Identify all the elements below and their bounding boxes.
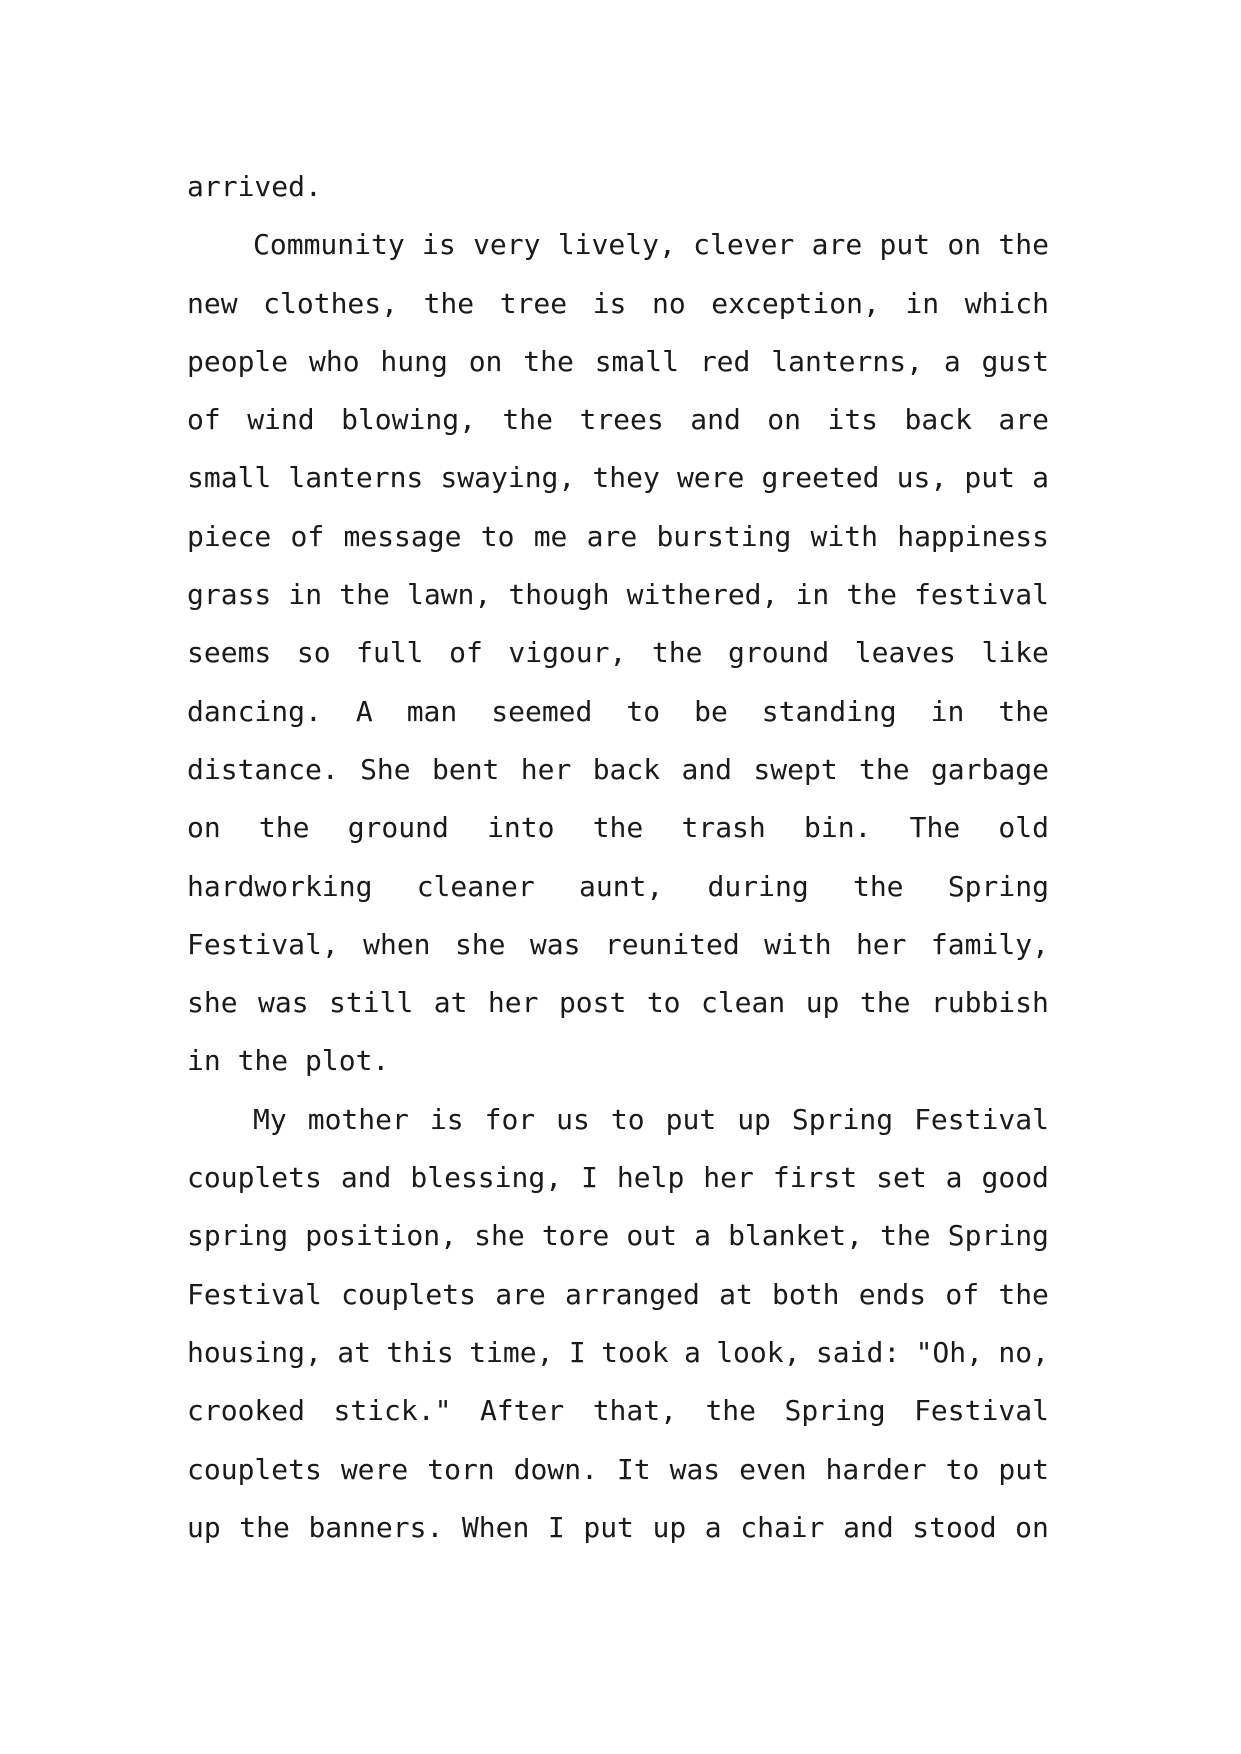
text-line — [187, 566, 1049, 624]
word: Spring — [947, 869, 1049, 903]
word: standing — [761, 694, 897, 728]
text-line — [187, 1441, 1049, 1499]
text-line — [187, 624, 1049, 682]
word: be — [694, 694, 728, 728]
word: when — [363, 927, 431, 961]
word: down. — [513, 1452, 598, 1486]
word: My — [253, 1102, 287, 1136]
word: withered, — [626, 578, 779, 612]
word: piece — [187, 519, 272, 553]
word: chair — [740, 1510, 825, 1544]
word: red — [699, 344, 751, 378]
word: a — [945, 1161, 963, 1195]
word: is — [422, 228, 456, 262]
word: family, — [930, 927, 1049, 961]
word: a — [1032, 461, 1049, 495]
word: cleaner — [416, 869, 535, 903]
word: trash — [681, 811, 766, 845]
word: said: — [815, 1335, 901, 1369]
word: her — [703, 1161, 754, 1195]
word: post — [558, 986, 627, 1020]
word: to — [480, 519, 515, 553]
word: she — [187, 986, 238, 1020]
text-line — [187, 974, 1049, 1032]
word: and — [843, 1510, 894, 1544]
word: is — [592, 286, 627, 320]
word: festival — [914, 578, 1049, 612]
word: a — [683, 1335, 701, 1369]
word: so — [296, 636, 331, 670]
word: and — [340, 1161, 392, 1195]
word: garbage — [930, 752, 1049, 786]
word: dancing. — [187, 694, 322, 728]
word: up — [187, 1510, 221, 1544]
word: couplets — [187, 1161, 322, 1195]
text-line — [187, 449, 1049, 507]
word: both — [772, 1277, 840, 1311]
body-text — [187, 158, 1049, 1557]
word: seems — [187, 636, 272, 670]
word: the — [651, 636, 703, 670]
word: the — [258, 811, 310, 845]
word: clean — [700, 986, 786, 1020]
word: that, — [592, 1394, 677, 1428]
word: bent — [431, 752, 500, 786]
word: position, — [305, 1219, 457, 1253]
word: tore — [541, 1219, 610, 1253]
word: people — [187, 344, 289, 378]
word: her — [520, 752, 572, 786]
word: were — [676, 461, 745, 495]
word: blowing, — [341, 403, 476, 437]
word: A — [355, 694, 373, 728]
word: greeted — [761, 461, 880, 495]
word: "Oh, — [915, 1335, 984, 1369]
word: lively, — [557, 228, 676, 262]
word: no, — [998, 1335, 1049, 1369]
word: spring — [187, 1219, 289, 1253]
word: Community — [253, 228, 405, 262]
word: up — [805, 986, 840, 1020]
text-line — [187, 391, 1049, 449]
word: Festival — [187, 1277, 322, 1311]
word: are — [811, 228, 863, 262]
word: first — [772, 1161, 858, 1195]
word: like — [981, 636, 1049, 670]
word: in — [905, 286, 940, 320]
word: though — [508, 578, 610, 612]
word: is — [429, 1102, 464, 1136]
word: vigour, — [508, 636, 627, 670]
word: very — [473, 228, 541, 262]
text-line — [187, 741, 1049, 799]
word: which — [964, 286, 1049, 320]
word: the — [705, 1394, 757, 1428]
word: to — [610, 1102, 645, 1136]
word: the — [423, 286, 475, 320]
word: at — [719, 1277, 753, 1311]
text-line — [187, 333, 1049, 391]
word: couplets — [341, 1277, 476, 1311]
word: this — [386, 1335, 454, 1369]
word: back — [592, 752, 661, 786]
word: banners. — [308, 1510, 444, 1544]
word: Spring — [791, 1102, 894, 1136]
text-line — [187, 799, 1049, 857]
word: the — [998, 694, 1049, 728]
word: were — [340, 1452, 409, 1486]
word: are — [495, 1277, 546, 1311]
word: happiness — [897, 519, 1049, 553]
word: hardworking — [187, 869, 373, 903]
word: mother — [307, 1102, 409, 1136]
word: in — [930, 694, 965, 728]
word: I — [547, 1510, 565, 1544]
word: the — [859, 986, 911, 1020]
text-line: arrived. — [187, 170, 322, 203]
word: and — [681, 752, 733, 786]
text-line — [187, 1149, 1049, 1207]
word: at — [337, 1335, 371, 1369]
word: the — [339, 578, 390, 612]
word: on — [947, 228, 982, 262]
word: distance. — [187, 752, 339, 786]
word: exception, — [711, 286, 880, 320]
word: with — [810, 519, 878, 553]
word: put — [583, 1510, 634, 1544]
word: blanket, — [728, 1219, 863, 1253]
word: lanterns, — [771, 344, 923, 378]
text-line — [187, 1091, 1049, 1149]
word: a — [704, 1510, 722, 1544]
word: to — [945, 1452, 980, 1486]
word: up — [652, 1510, 687, 1544]
text-line — [187, 1207, 1049, 1265]
word: and — [690, 403, 741, 437]
word: the — [239, 1510, 290, 1544]
word: Festival — [914, 1102, 1049, 1136]
word: are — [998, 403, 1049, 437]
word: during — [707, 869, 809, 903]
word: put — [998, 1452, 1049, 1486]
word: put — [879, 228, 931, 262]
word: with — [764, 927, 832, 961]
word: the — [880, 1219, 931, 1253]
word: harder — [825, 1452, 927, 1486]
word: Spring — [947, 1219, 1049, 1253]
word: rubbish — [930, 986, 1049, 1020]
word: housing, — [187, 1335, 322, 1369]
word: time, — [469, 1335, 554, 1369]
word: When — [461, 1510, 530, 1544]
word: in — [288, 578, 323, 612]
word: for — [484, 1102, 536, 1136]
word: the — [592, 811, 644, 845]
text-line — [187, 916, 1049, 974]
word: at — [433, 986, 468, 1020]
word: took — [601, 1335, 669, 1369]
word: look, — [716, 1335, 801, 1369]
word: swaying, — [440, 461, 576, 495]
word: She — [360, 752, 411, 786]
word: I — [581, 1161, 598, 1195]
word: who — [309, 344, 360, 378]
word: her — [855, 927, 907, 961]
word: no — [651, 286, 686, 320]
word: of — [945, 1277, 980, 1311]
word: trees — [579, 403, 664, 437]
text-line — [187, 1324, 1049, 1382]
word: was — [258, 986, 309, 1020]
word: bin. — [803, 811, 872, 845]
word: on — [468, 344, 503, 378]
word: of — [290, 519, 325, 553]
word: new — [187, 286, 238, 320]
word: still — [329, 986, 414, 1020]
text-line — [187, 1266, 1049, 1324]
word: reunited — [604, 927, 740, 961]
word: crooked — [187, 1394, 306, 1428]
word: back — [904, 403, 972, 437]
word: stick." — [333, 1394, 452, 1428]
word: grass — [187, 578, 272, 612]
word: us — [556, 1102, 590, 1136]
word: was — [669, 1452, 721, 1486]
word: the — [998, 1277, 1049, 1311]
word: bursting — [656, 519, 792, 553]
text-line — [187, 508, 1049, 566]
word: torn — [427, 1452, 495, 1486]
word: put — [964, 461, 1015, 495]
word: clothes, — [263, 286, 398, 320]
word: put — [665, 1102, 717, 1136]
word: help — [616, 1161, 685, 1195]
word: swept — [753, 752, 838, 786]
word: in — [795, 578, 830, 612]
word: man — [406, 694, 458, 728]
word: her — [487, 986, 539, 1020]
word: the — [998, 228, 1049, 262]
word: small — [594, 344, 679, 378]
word: the — [859, 752, 910, 786]
word: blessing, — [410, 1161, 563, 1195]
word: on — [187, 811, 221, 845]
word: ends — [858, 1277, 927, 1311]
word: its — [827, 403, 879, 437]
word: clever — [693, 228, 795, 262]
word: Festival, — [187, 927, 339, 961]
word: tree — [499, 286, 568, 320]
word: leaves — [854, 636, 956, 670]
word: message — [343, 519, 462, 553]
text-line: in the plot. — [187, 1044, 390, 1078]
word: small — [187, 461, 272, 495]
word: up — [737, 1102, 771, 1136]
word: full — [356, 636, 424, 670]
word: good — [981, 1161, 1049, 1195]
word: ground — [347, 811, 449, 845]
word: a — [943, 344, 961, 378]
word: Spring — [784, 1394, 886, 1428]
word: It — [616, 1452, 651, 1486]
word: gust — [981, 344, 1049, 378]
word: they — [592, 461, 660, 495]
word: into — [487, 811, 555, 845]
word: on — [767, 403, 801, 437]
text-line — [187, 683, 1049, 741]
word: After — [479, 1394, 565, 1428]
word: stood — [912, 1510, 997, 1544]
word: she — [454, 927, 506, 961]
word: lanterns — [288, 461, 424, 495]
word: lawn, — [406, 578, 492, 612]
word: hung — [380, 344, 448, 378]
word: are — [586, 519, 638, 553]
word: a — [694, 1219, 711, 1253]
text-line — [187, 216, 1049, 274]
word: couplets — [187, 1452, 322, 1486]
word: The — [909, 811, 961, 845]
word: arranged — [565, 1277, 700, 1311]
text-line — [187, 1499, 1049, 1557]
word: even — [739, 1452, 807, 1486]
word: on — [1015, 1510, 1049, 1544]
word: to — [646, 986, 681, 1020]
word: seemed — [491, 694, 593, 728]
word: the — [502, 403, 553, 437]
word: the — [523, 344, 574, 378]
word: was — [529, 927, 581, 961]
word: to — [626, 694, 661, 728]
text-line — [187, 1382, 1049, 1440]
text-line — [187, 275, 1049, 333]
text-line — [187, 858, 1049, 916]
word: the — [852, 869, 904, 903]
word: of — [187, 403, 221, 437]
word: out — [626, 1219, 677, 1253]
word: the — [846, 578, 897, 612]
word: me — [533, 519, 568, 553]
word: of — [449, 636, 483, 670]
word: old — [998, 811, 1049, 845]
word: Festival — [914, 1394, 1049, 1428]
word: aunt, — [578, 869, 664, 903]
word: I — [568, 1335, 586, 1369]
word: us, — [896, 461, 948, 495]
word: set — [876, 1161, 927, 1195]
word: she — [474, 1219, 525, 1253]
word: ground — [728, 636, 830, 670]
word: wind — [247, 403, 315, 437]
